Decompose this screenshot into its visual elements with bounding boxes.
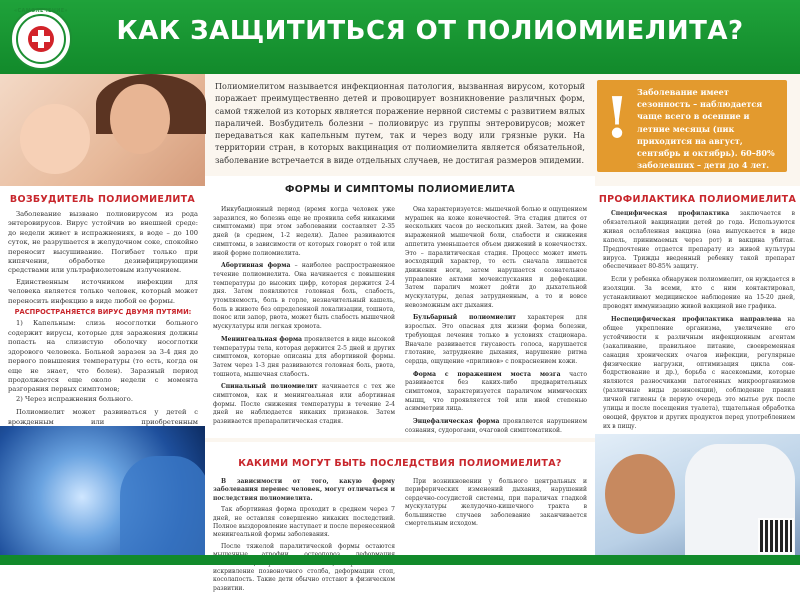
forms-a4: Спинальный полиомиелит начинается с тех же симптомов, как и менингеальная или абортивная формы. После снижения температуры в течение 2-4 дней не наблюдается никаких признаков. Затем развивается препаралитическая стадия.	[213, 383, 395, 426]
intro-text: Полиомиелитом называется инфекционная патология, вызванная вирусом, который поражает преимущественно детей и провоцирует возникновение различных форм, самой тяжелой из которых является поражение нервной системы с развитием вялых параличей. Возбудитель болезни – полиовирус из группы энтеровирусов; может передаваться как капельным путем, так и через воду или грязные руки. На территории стран, в которых вакцинация от полиомиелита является обязательной, заболевание встречается в виде отдельных случаев, не достигая размеров эпидемии.	[215, 81, 585, 165]
qr-code-icon	[758, 518, 794, 554]
forms-column-left	[213, 206, 395, 431]
forms-b3: Форма с поражением моста мозга часто развивается без каких-либо предварительных симптомов, характеризуется параличом мимических мышц, что проявляется той или иной степенью асимметрии лица.	[405, 370, 587, 413]
consequences-column-left	[213, 478, 395, 596]
consequences-a2: Так абортивная форма проходит в среднем через 7 дней, не оставляя совершенно никаких последствий. Полное выздоровление наступает и после перенесенной менингеальной формы заболевания.	[213, 506, 395, 539]
seasonality-callout	[597, 80, 787, 172]
forms-b4: Энцефалическая форма проявляется нарушением сознания, судорогами, очаговой симптоматикой.	[405, 418, 587, 434]
forms-a1: Инкубационный период (время когда человек уже заразился, но болезнь еще не проявила себя никакими симптомами) при этом заболевании составляет 2-35 дней (в среднем, 1-2 недели). Далее развиваются симптомы, в зависимости от которых говорят о той или иной форме полиомиелита.	[213, 206, 395, 257]
consequences-column-right	[405, 478, 587, 531]
child-shape	[605, 454, 675, 534]
spread-subtitle: РАСПРОСТРАНЯЕТСЯ ВИРУС ДВУМЯ ПУТЯМИ:	[14, 308, 192, 317]
hero-photo-mother-baby	[0, 74, 205, 186]
mother-face-shape	[110, 84, 170, 154]
prevention-body	[603, 210, 795, 436]
forms-title: ФОРМЫ И СИМПТОМЫ ПОЛИОМИЕЛИТА	[284, 184, 516, 195]
forms-a2: Абортивная форма – наиболее распространенное течение полиомиелита. Она начинается с повышения температуры до высоких цифр, которая держится 2-4 дня. Затем появляются головная боль, слабость, утомляемость, боль в горле, незначительный кашель, боль в животе без определенной локализации, тошнота, понос или запор, рвота, может быть слабость мышечной мускулатуры или легкая хромота.	[213, 262, 395, 331]
page-title: КАК ЗАЩИТИТЬСЯ ОТ ПОЛИОМИЕЛИТА?	[116, 16, 744, 46]
consequences-a1: В зависимости от того, какую форму заболевания перенес человек, могут отличаться и последствия полиомиелита.	[213, 478, 395, 502]
pathogen-p1: Заболевание вызвано полиовирусом из рода энтеровирусов. Вирус устойчив во внешней среде: до недели живет в испражнениях, в воде – до 100 суток, не разрушается в желудочном соке, спокойно переносит высушивание. Погибает только при кипячении, обработке дезинфицирующими средствами или ультрафиолетовым излучением.	[8, 210, 198, 275]
red-cross-icon	[28, 26, 54, 52]
gloved-hand-shape	[120, 456, 210, 556]
prevention-title: ПРОФИЛАКТИКА ПОЛИОМИЕЛИТА	[598, 194, 797, 205]
forms-a3: Менингеальная форма проявляется в виде высокой температуры тела, которая держится 2-5 дней и других симптомов, которые описаны для абортивной формы. Затем через 1-3 дня развиваются головная боль, рвота, тошнота, мышечная слабость.	[213, 335, 396, 378]
exclamation-icon: !	[604, 85, 630, 151]
prevention-section	[595, 186, 800, 434]
consequences-section	[205, 442, 595, 592]
pathogen-p5: Полиомиелит может развиваться у детей с врожденным или приобретенным	[8, 408, 198, 426]
footer-bar	[0, 555, 800, 565]
logo	[10, 8, 72, 70]
forms-section	[205, 176, 595, 438]
consequences-b1: При возникновении у больного центральных и периферических изменений дыхания, нарушений сердечно-сосудистой системы, при параличах гладкой мускулатуры желудочно-кишечного тракта в большинстве случаев заболевание заканчивается смертельным исходом.	[405, 478, 587, 528]
logo-text: «САМОЛЕЧЕНИЕ»	[14, 8, 68, 14]
pathogen-title: ВОЗБУДИТЕЛЬ ПОЛИОМИЕЛИТА	[9, 194, 196, 205]
forms-b2: Бульбарный полиомиелит характерен для взрослых. Это опасная для жизни форма болезни, требующая лечения только в условиях стационара. Вначале развивается гнусавость голоса, нарушается глотание, затруднение дыхания, нарушение ритма сердца, ощущение «приливов» с покраснением кожи.	[405, 314, 587, 365]
forms-column-right	[405, 206, 587, 440]
pathogen-section	[0, 186, 205, 426]
header-bar	[0, 0, 800, 74]
prevention-p3: Неспецифическая профилактика направлена на общее укрепление организма, увеличение его устойчивости к различным инфекционным агентам (закаливание, правильное питание, своевременная санация хронических очагов инфекции, регулярные физические нагрузки, оптимизация цикла сон-бодрствование и др.), борьба с насекомыми, которые являются разносчиками патогенных микроорганизмов (различные виды дезинсекции), соблюдение правил личной гигиены (в первую очередь это мытье рук после улицы и после посещения туалета), тщательная обработка овощей, фруктов и других продуктов перед употреблением их в пищу.	[603, 315, 796, 430]
pathogen-body	[8, 210, 198, 446]
baby-shape	[20, 104, 90, 174]
prevention-p1: Специфическая профилактика заключается в обязательной вакцинации детей до года. Используются живая ослабленная вакцина (она выпускается в виде капель, принимаемых через рот) и вакцина убитая. Предпочтение отдается препарату из живой культуры вируса. Трижды введенный ребенку такой препарат обеспечивает 80-85% защиту.	[603, 210, 796, 271]
consequences-a3: После тяжелой паралитической формы остаются искривление позвоночного столба, деформации стоп, косолапость. Такие дети обычно отстают в физическом развитии.	[213, 542, 395, 592]
forms-b1: Она характеризуется: мышечной болью и ощущением мурашек на коже конечностей. Эта стадия длится от нескольких часов до нескольких дней. Затем, на фоне выраженной мышечной боли, слабости и снижения аппетита уменьшается объем движений в конечностях. Это – паралитическая стадия. Процесс может иметь восходящий характер, то есть сначала лишается движения ноги, затем нарушается сознательное управление актами мочеиспускания и дефекации. Затем паралич может дойти до дыхательной мускулатуры, делая затрудненным, а то и вовсе невозможным акт дыхания.	[405, 206, 587, 309]
pathogen-p3: 1) Капельным: слизь носоглотки больного содержит вирусы, которые для заражения должны попасть на слизистую оболочку носоглотки здорового человека. Больной заразен за 3-4 дня до первого повышения температуры (то есть, когда он еще не знает, что болен). Заразный период продолжается еще около недели с момента разгорания первых симптомов;	[8, 319, 198, 394]
seasonality-text: Заболевание имеет сезонность – наблюдается чаще всего в осенние и летние месяцы (пик приходится на август, сентябрь и октябрь). 60–80% заболевших – дети до 4 лет.	[637, 87, 775, 171]
pathogen-p2: Единственным источником инфекции для человека является только человек, который может переносить инфекцию в виде любой ее формы.	[8, 277, 198, 305]
pathogen-p4: 2) Через испражнения больного.	[16, 394, 133, 403]
consequences-title: КАКИМИ МОГУТ БЫТЬ ПОСЛЕДСТВИЯ ПОЛИОМИЕЛИТА?	[238, 458, 562, 469]
prevention-p2: Если у ребенка обнаружен полиомиелит, он нуждается в изоляции. За всеми, кто с ним контактировал, устанавливают медицинское наблюдение на 15-20 дней, проводят иммунизацию живой вакциной вне графика.	[603, 276, 795, 311]
virus-lab-photo	[0, 426, 205, 555]
